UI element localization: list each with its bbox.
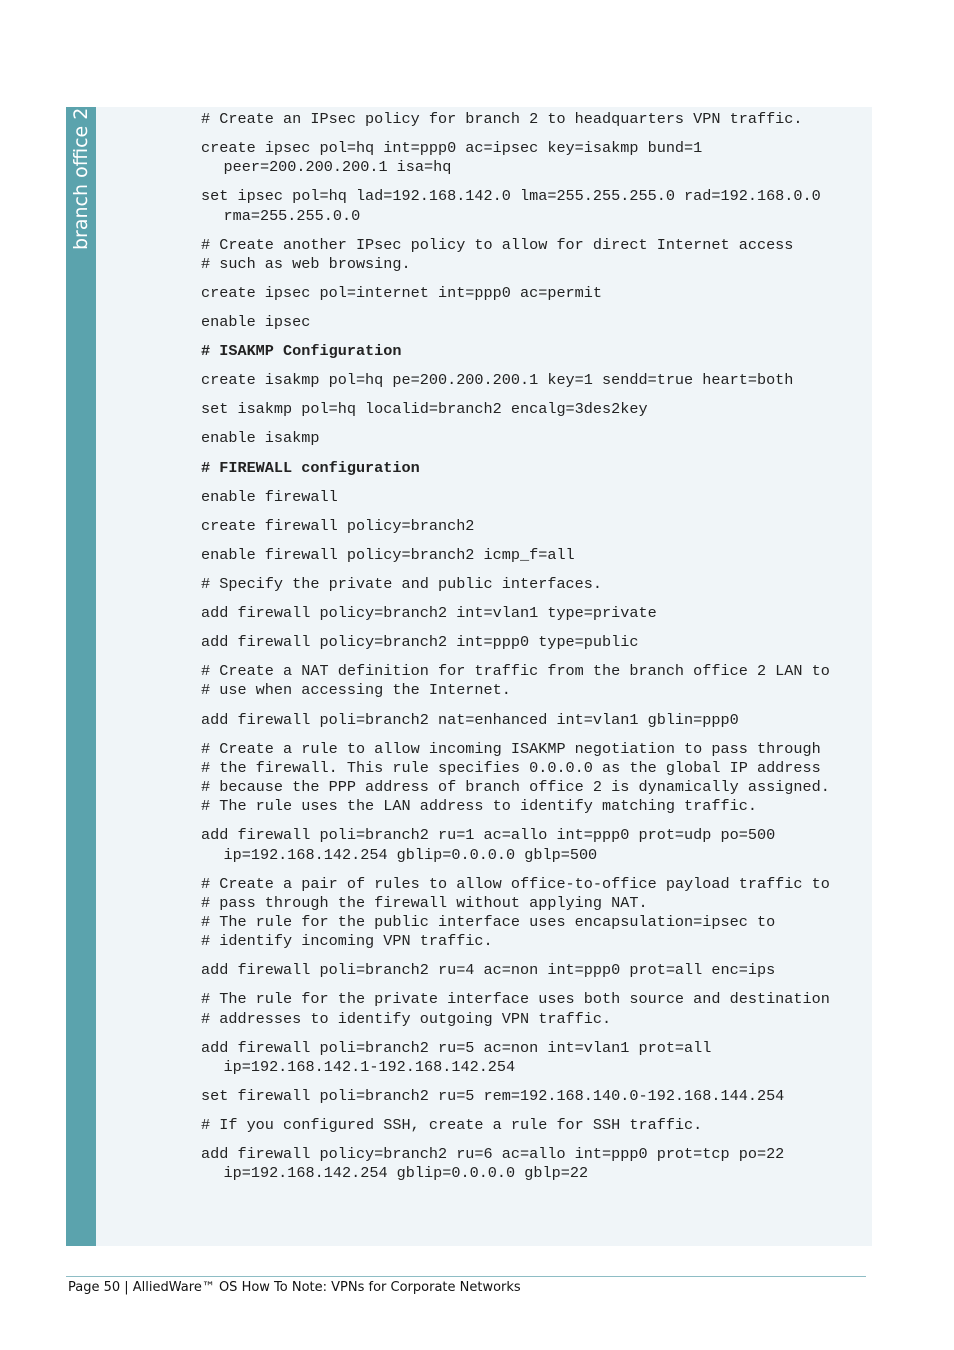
code-block [201,633,869,652]
code-block [201,110,869,129]
code-block [201,429,869,448]
code-line: # FIREWALL configuration [201,458,420,477]
footer-divider [66,1276,866,1277]
code-line: add firewall policy=branch2 int=ppp0 type=public [201,633,639,652]
code-continuation-line: peer=200.200.200.1 isa=hq [223,158,452,177]
code-line: # Create another IPsec policy to allow for direct Internet access [201,235,794,254]
code-line: # such as web browsing. [201,254,411,273]
code-line: # The rule for the private interface uses both source and destination [201,990,830,1009]
code-block [201,400,869,419]
code-line: # The rule uses the LAN address to identify matching traffic. [201,797,757,816]
page-footer: Page 50 | AlliedWare™ OS How To Note: VPNs for Corporate Networks [68,1280,521,1295]
code-line: # Create a NAT definition for traffic from the branch office 2 LAN to [201,662,830,681]
code-line: create ipsec pol=internet int=ppp0 ac=permit [201,283,603,302]
code-block [201,990,869,1028]
code-block [201,662,869,700]
code-continuation-line: ip=192.168.142.254 gblip=0.0.0.0 gblp=500 [223,845,598,864]
section-side-tab-label: branch office 2 [70,107,92,250]
code-line: enable ipsec [201,313,311,332]
code-block [201,371,869,390]
code-block [201,604,869,623]
code-block [201,575,869,594]
code-line: # The rule for the public interface uses encapsulation=ipsec to [201,913,776,931]
code-line: create isakmp pol=hq pe=200.200.200.1 key=1 sendd=true heart=both [201,371,794,390]
code-line: add firewall poli=branch2 ru=1 ac=allo int=ppp0 prot=udp po=500 [201,826,776,845]
code-section-heading [201,342,869,361]
code-block [201,1145,869,1183]
code-line: # Create a pair of rules to allow office-to-office payload traffic to [201,874,830,893]
code-section-heading [201,459,869,478]
code-line: # because the PPP address of branch office 2 is dynamically assigned. [201,778,830,796]
code-line: enable isakmp [201,429,320,448]
code-block [201,826,869,864]
code-line: # If you configured SSH, create a rule for SSH traffic. [201,1116,703,1135]
code-block [201,546,869,565]
code-line: add firewall poli=branch2 ru=4 ac=non int=ppp0 prot=all enc=ips [201,961,776,980]
code-listing [201,110,869,1193]
code-continuation-line: ip=192.168.142.1-192.168.142.254 [223,1057,516,1076]
code-line: create firewall policy=branch2 [201,516,475,535]
code-line: set firewall poli=branch2 ru=5 rem=192.168.140.0-192.168.144.254 [201,1086,785,1105]
code-line: add firewall poli=branch2 nat=enhanced int=vlan1 gblin=ppp0 [201,710,739,729]
code-block [201,236,869,274]
code-block [201,711,869,730]
code-line: # Create a rule to allow incoming ISAKMP negotiation to pass through [201,739,821,758]
code-block [201,1087,869,1106]
code-block [201,1116,869,1135]
code-line: # addresses to identify outgoing VPN traffic. [201,1009,612,1028]
code-line: add firewall policy=branch2 int=vlan1 type=private [201,604,657,623]
code-line: add firewall policy=branch2 ru=6 ac=allo int=ppp0 prot=tcp po=22 [201,1145,785,1164]
code-line: set ipsec pol=hq lad=192.168.142.0 lma=255.255.255.0 rad=192.168.0.0 [201,187,821,206]
code-block [201,187,869,225]
code-line: enable firewall policy=branch2 icmp_f=all [201,545,575,564]
code-block [201,488,869,507]
code-line: # identify incoming VPN traffic. [201,932,493,951]
code-block [201,1039,869,1077]
code-block [201,875,869,952]
code-block [201,961,869,980]
code-line: set isakmp pol=hq localid=branch2 encalg=3des2key [201,400,648,419]
code-line: # Create an IPsec policy for branch 2 to headquarters VPN traffic. [201,110,803,128]
code-line: # pass through the firewall without applying NAT. [201,893,648,912]
code-line: create ipsec pol=hq int=ppp0 ac=ipsec key=isakmp bund=1 [201,139,703,158]
code-line: # the firewall. This rule specifies 0.0.0.0 as the global IP address [201,758,821,777]
code-block [201,517,869,536]
code-block [201,284,869,303]
code-line: # ISAKMP Configuration [201,342,402,361]
code-continuation-line: rma=255.255.0.0 [223,206,361,225]
code-line: # Specify the private and public interfaces. [201,574,603,593]
code-line: add firewall poli=branch2 ru=5 ac=non int=vlan1 prot=all [201,1038,712,1057]
code-continuation-line: ip=192.168.142.254 gblip=0.0.0.0 gblp=22 [223,1164,589,1183]
code-block [201,313,869,332]
code-line: enable firewall [201,487,338,506]
code-line: # use when accessing the Internet. [201,681,511,700]
code-block [201,740,869,817]
code-block [201,139,869,177]
section-side-tab [66,107,96,1246]
